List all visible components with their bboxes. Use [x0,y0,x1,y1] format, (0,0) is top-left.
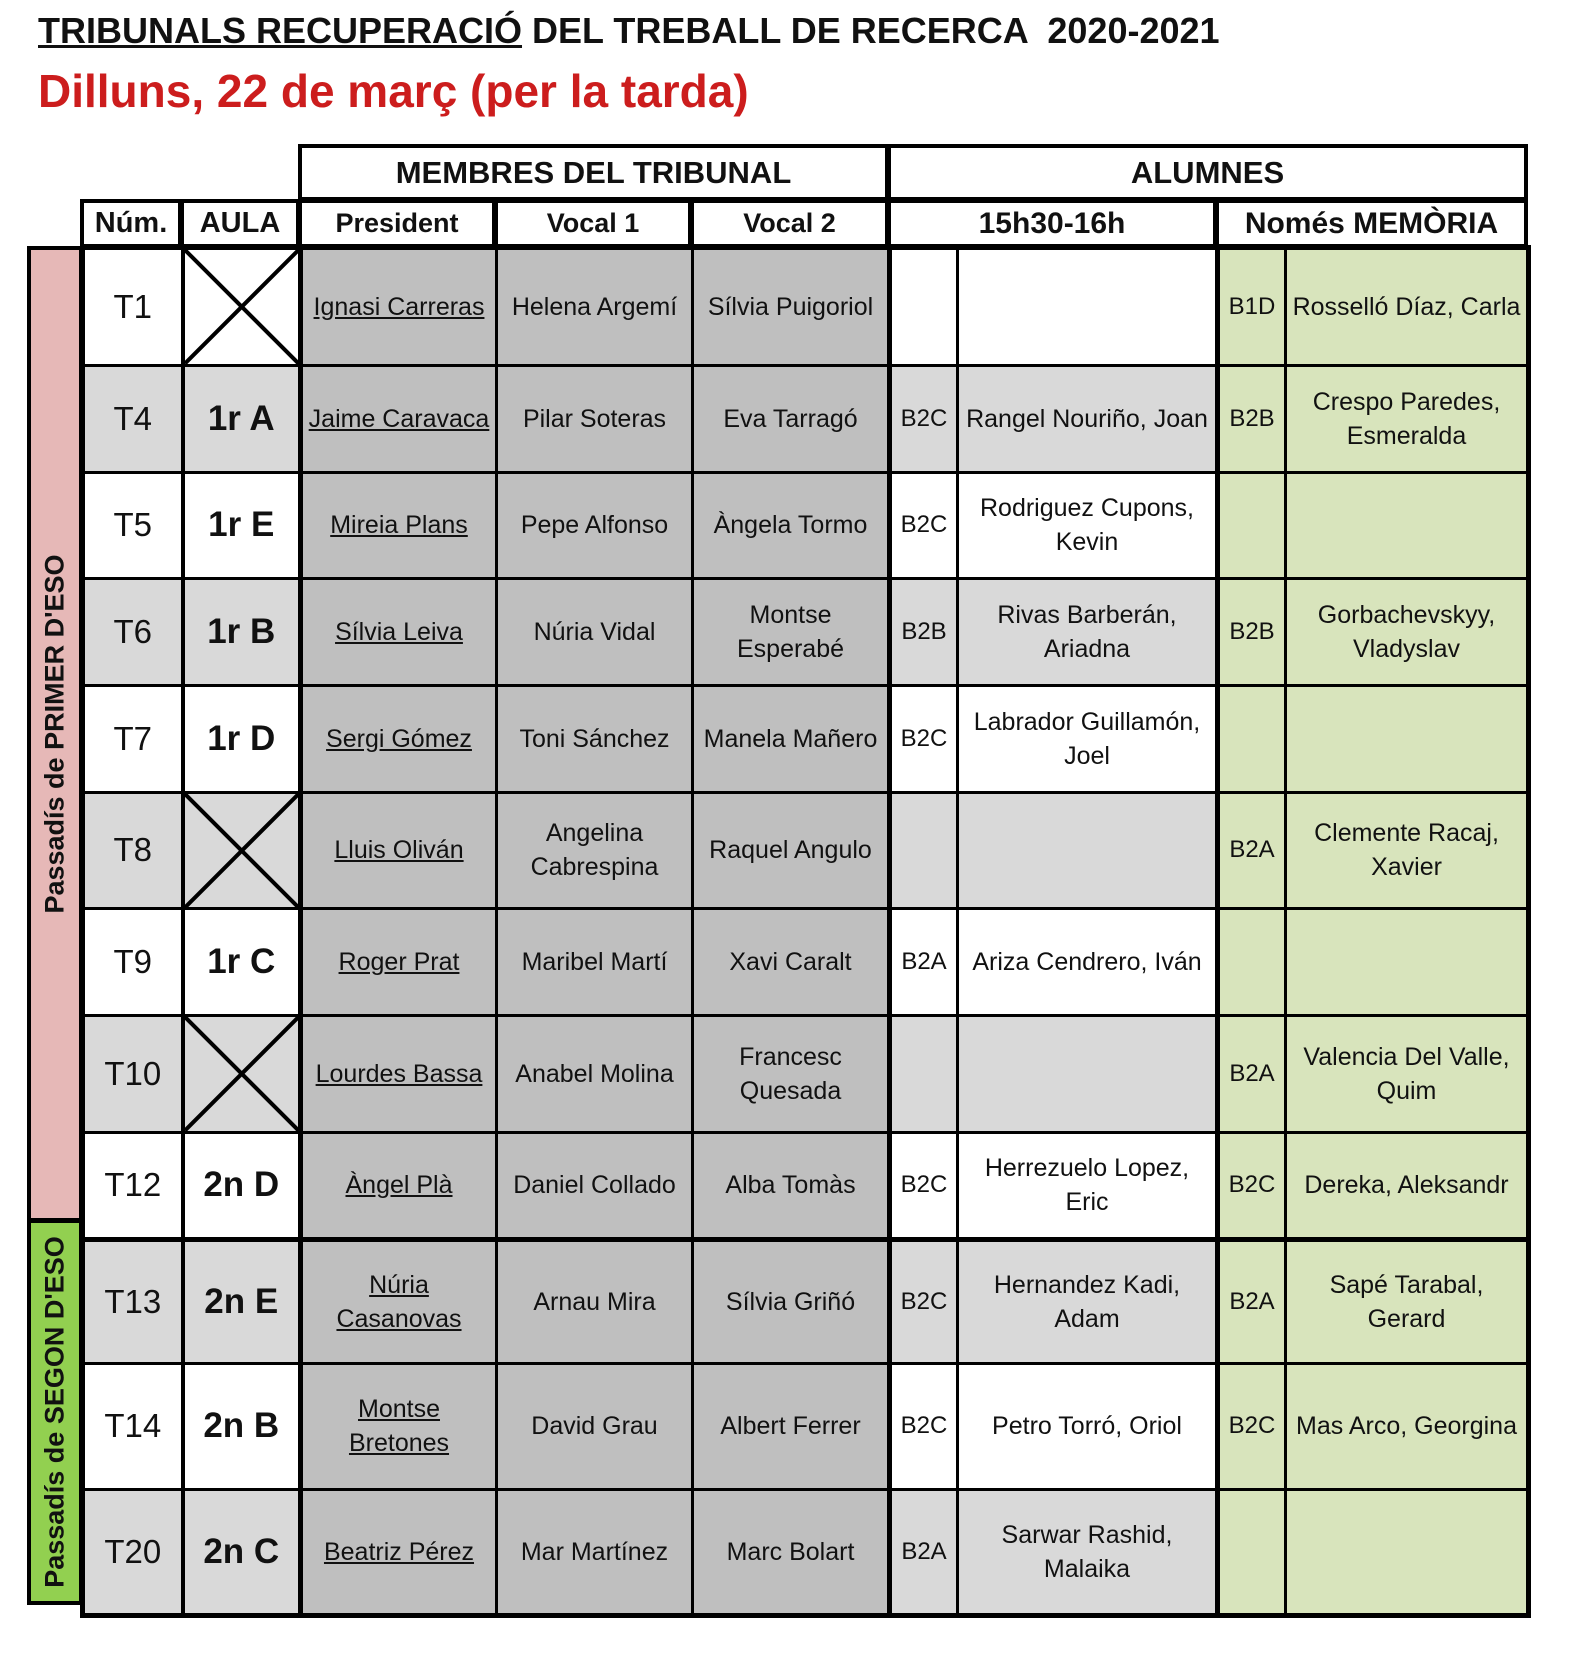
president-name: Beatriz Pérez [323,1537,475,1566]
section-primer-label: Passadís de PRIMER D'ESO [39,554,70,914]
student-name: Rodriguez Cupons, Kevin [958,472,1218,578]
student-name [958,248,1218,366]
cross-mark-icon [185,794,299,908]
memoria-group-code [1218,472,1286,578]
memoria-group-code: B2C [1218,1363,1286,1489]
vocal2-cell: Francesc Quesada [693,1016,890,1133]
president-name: Montse Bretones [348,1395,450,1457]
vocal2-cell: Marc Bolart [693,1489,890,1615]
tribunal-table [80,245,1531,1618]
vocal2-cell: Àngela Tormo [693,472,890,578]
section-segon-band [27,1219,83,1605]
cross-mark-icon [185,1017,299,1131]
aula-cell: 2n C [183,1489,301,1615]
tribunal-number: T6 [83,578,183,685]
student-name: Ariza Cendrero, Iván [958,909,1218,1016]
table-row [83,1239,1529,1363]
memoria-group-code [1218,909,1286,1016]
memoria-student-name: Crespo Paredes, Esmeralda [1286,365,1529,472]
table-row [83,909,1529,1016]
memoria-student-name: Dereka, Aleksandr [1286,1132,1529,1239]
memoria-group-code: B2A [1218,1239,1286,1363]
president-cell [301,248,497,366]
vocal2-cell: Manela Mañero [693,685,890,792]
vocal1-cell: Mar Martínez [497,1489,693,1615]
president-cell [301,685,497,792]
tribunal-number: T4 [83,365,183,472]
memoria-student-name: Clemente Racaj, Xavier [1286,792,1529,909]
student-name: Labrador Guillamón, Joel [958,685,1218,792]
tribunal-number: T9 [83,909,183,1016]
student-group-code: B2C [890,1132,958,1239]
header-vocal1: Vocal 1 [494,199,692,248]
student-group-code: B2B [890,578,958,685]
memoria-group-code [1218,1489,1286,1615]
vocal2-cell: Montse Esperabé [693,578,890,685]
tribunal-number: T20 [83,1489,183,1615]
tribunal-number: T7 [83,685,183,792]
tribunal-number: T8 [83,792,183,909]
header-vocal2: Vocal 2 [690,199,889,248]
memoria-student-name: Gorbachevskyy, Vladyslav [1286,578,1529,685]
table-row [83,1132,1529,1239]
memoria-student-name: Rosselló Díaz, Carla [1286,248,1529,366]
tribunal-number: T12 [83,1132,183,1239]
student-name: Hernandez Kadi, Adam [958,1239,1218,1363]
memoria-group-code: B2C [1218,1132,1286,1239]
student-group-code [890,1016,958,1133]
president-name: Àngel Plà [345,1171,453,1199]
student-name: Herrezuelo Lopez, Eric [958,1132,1218,1239]
president-name: Lourdes Bassa [315,1059,483,1088]
vocal2-cell: Xavi Caralt [693,909,890,1016]
vocal1-cell: Toni Sánchez [497,685,693,792]
table-row [83,1363,1529,1489]
student-name [958,792,1218,909]
memoria-group-code: B1D [1218,248,1286,366]
table-row [83,1016,1529,1133]
president-name: Roger Prat [338,948,460,976]
tribunal-number: T13 [83,1239,183,1363]
student-group-code [890,248,958,366]
president-cell [301,472,497,578]
header-membres: MEMBRES DEL TRIBUNAL [298,144,889,201]
vocal1-cell: Anabel Molina [497,1016,693,1133]
header-memoria: Només MEMÒRIA [1215,199,1528,248]
student-group-code [890,792,958,909]
header-president: President [298,199,496,248]
aula-cell: 1r B [183,578,301,685]
vocal1-cell: Daniel Collado [497,1132,693,1239]
student-group-code: B2C [890,365,958,472]
student-group-code: B2C [890,472,958,578]
president-name: Ignasi Carreras [313,292,485,321]
president-name: Sílvia Leiva [335,617,463,646]
vocal2-cell: Alba Tomàs [693,1132,890,1239]
memoria-student-name [1286,1489,1529,1615]
aula-cell: 1r E [183,472,301,578]
vocal2-cell: Sílvia Puigoriol [693,248,890,366]
vocal2-cell: Sílvia Griñó [693,1239,890,1363]
vocal1-cell: Angelina Cabrespina [497,792,693,909]
memoria-student-name: Mas Arco, Georgina [1286,1363,1529,1489]
tribunal-number: T1 [83,248,183,366]
aula-cell: 2n D [183,1132,301,1239]
aula-crossed-out [183,792,301,909]
president-name: Jaime Caravaca [308,404,490,433]
section-segon-label: Passadís de SEGON D'ESO [39,1236,70,1588]
vocal1-cell: Maribel Martí [497,909,693,1016]
tribunal-rows [83,248,1529,1616]
vocal2-cell: Raquel Angulo [693,792,890,909]
section-primer-band [27,246,83,1222]
president-cell [301,792,497,909]
memoria-student-name [1286,909,1529,1016]
header-alumnes: ALUMNES [887,144,1528,201]
memoria-student-name: Valencia Del Valle, Quim [1286,1016,1529,1133]
memoria-student-name: Sapé Tarabal, Gerard [1286,1239,1529,1363]
tribunal-number: T10 [83,1016,183,1133]
president-cell [301,1489,497,1615]
memoria-group-code [1218,685,1286,792]
header-slot: 15h30-16h [887,199,1217,248]
table-row [83,1489,1529,1615]
aula-cell: 1r D [183,685,301,792]
president-cell [301,365,497,472]
student-group-code: B2A [890,909,958,1016]
title-underlined: TRIBUNALS RECUPERACIÓ [38,10,523,51]
tribunal-number: T14 [83,1363,183,1489]
aula-cell: 2n B [183,1363,301,1489]
table-row [83,365,1529,472]
student-group-code: B2A [890,1489,958,1615]
president-name: Mireia Plans [330,511,468,539]
document-subtitle: Dilluns, 22 de març (per la tarda) [38,65,749,117]
memoria-group-code: B2A [1218,792,1286,909]
vocal1-cell: Pepe Alfonso [497,472,693,578]
student-name: Rivas Barberán, Ariadna [958,578,1218,685]
student-name: Petro Torró, Oriol [958,1363,1218,1489]
title-rest: DEL TREBALL DE RECERCA 2020-2021 [522,10,1220,51]
aula-cell: 2n E [183,1239,301,1363]
memoria-student-name [1286,472,1529,578]
header-num: Núm. [80,199,182,248]
memoria-student-name [1286,685,1529,792]
table-row [83,578,1529,685]
aula-crossed-out [183,248,301,366]
vocal2-cell: Albert Ferrer [693,1363,890,1489]
president-cell [301,578,497,685]
document-title [38,10,1220,52]
table-row [83,472,1529,578]
table-row [83,685,1529,792]
president-cell [301,1239,497,1363]
header-aula: AULA [180,199,300,248]
student-group-code: B2C [890,1239,958,1363]
vocal1-cell: Helena Argemí [497,248,693,366]
vocal1-cell: Arnau Mira [497,1239,693,1363]
president-name: Núria Casanovas [336,1270,462,1333]
memoria-group-code: B2B [1218,365,1286,472]
president-cell [301,1016,497,1133]
president-cell [301,1132,497,1239]
vocal1-cell: Núria Vidal [497,578,693,685]
aula-cell: 1r A [183,365,301,472]
cross-mark-icon [185,250,299,364]
president-cell [301,909,497,1016]
table-row [83,792,1529,909]
aula-cell: 1r C [183,909,301,1016]
memoria-group-code: B2A [1218,1016,1286,1133]
student-name: Sarwar Rashid, Malaika [958,1489,1218,1615]
vocal2-cell: Eva Tarragó [693,365,890,472]
student-name [958,1016,1218,1133]
president-name: Sergi Gómez [326,724,472,753]
student-group-code: B2C [890,1363,958,1489]
vocal1-cell: David Grau [497,1363,693,1489]
student-name: Rangel Nouriño, Joan [958,365,1218,472]
student-group-code: B2C [890,685,958,792]
president-name: Lluis Oliván [334,836,464,865]
aula-crossed-out [183,1016,301,1133]
vocal1-cell: Pilar Soteras [497,365,693,472]
table-row [83,248,1529,366]
memoria-group-code: B2B [1218,578,1286,685]
tribunal-number: T5 [83,472,183,578]
president-cell [301,1363,497,1489]
